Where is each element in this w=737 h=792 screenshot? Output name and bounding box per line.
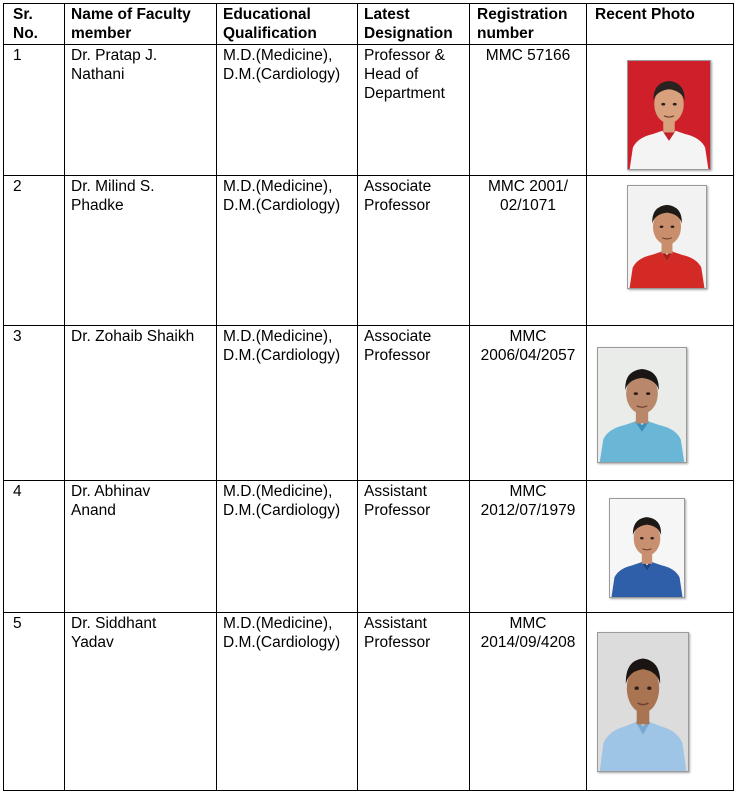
qualification-cell: M.D.(Medicine), D.M.(Cardiology) <box>217 481 358 613</box>
header-sr-no: Sr. No. <box>4 4 65 45</box>
sr-no-cell: 5 <box>4 613 65 791</box>
table-row <box>4 176 734 326</box>
table-row <box>4 326 734 481</box>
sr-no-cell: 1 <box>4 45 65 176</box>
qualification-cell: M.D.(Medicine), D.M.(Cardiology) <box>217 326 358 481</box>
header-recent-photo: Recent Photo <box>587 4 734 45</box>
faculty-photo <box>609 498 685 598</box>
designation-cell: Assistant Professor <box>358 481 470 613</box>
faculty-name-cell: Dr. Zohaib Shaikh <box>65 326 217 481</box>
designation-cell: Assistant Professor <box>358 613 470 791</box>
registration-cell: MMC 2006/04/2057 <box>470 326 587 481</box>
header-faculty-name: Name of Faculty member <box>65 4 217 45</box>
faculty-name-cell: Dr. Pratap J. Nathani <box>65 45 217 176</box>
registration-cell: MMC 2012/07/1979 <box>470 481 587 613</box>
photo-cell <box>587 613 734 791</box>
faculty-photo <box>597 632 689 772</box>
registration-cell: MMC 57166 <box>470 45 587 176</box>
designation-cell: Associate Professor <box>358 326 470 481</box>
faculty-photo <box>627 60 711 170</box>
registration-cell: MMC 2014/09/4208 <box>470 613 587 791</box>
faculty-name-cell: Dr. Abhinav Anand <box>65 481 217 613</box>
header-qualification: Educational Qualification <box>217 4 358 45</box>
faculty-name-cell: Dr. Milind S. Phadke <box>65 176 217 326</box>
designation-cell: Professor & Head of Department <box>358 45 470 176</box>
header-registration: Registration number <box>470 4 587 45</box>
designation-cell: Associate Professor <box>358 176 470 326</box>
faculty-name-cell: Dr. Siddhant Yadav <box>65 613 217 791</box>
photo-cell <box>587 326 734 481</box>
table-row <box>4 45 734 176</box>
table-row <box>4 613 734 791</box>
sr-no-cell: 4 <box>4 481 65 613</box>
registration-cell: MMC 2001/ 02/1071 <box>470 176 587 326</box>
faculty-photo <box>627 185 707 289</box>
qualification-cell: M.D.(Medicine), D.M.(Cardiology) <box>217 176 358 326</box>
table-header-row <box>4 4 734 45</box>
photo-cell <box>587 176 734 326</box>
sr-no-cell: 3 <box>4 326 65 481</box>
table-row <box>4 481 734 613</box>
qualification-cell: M.D.(Medicine), D.M.(Cardiology) <box>217 613 358 791</box>
sr-no-cell: 2 <box>4 176 65 326</box>
faculty-table <box>3 3 734 791</box>
header-designation: Latest Designation <box>358 4 470 45</box>
photo-cell <box>587 481 734 613</box>
photo-cell <box>587 45 734 176</box>
qualification-cell: M.D.(Medicine), D.M.(Cardiology) <box>217 45 358 176</box>
faculty-photo <box>597 347 687 463</box>
